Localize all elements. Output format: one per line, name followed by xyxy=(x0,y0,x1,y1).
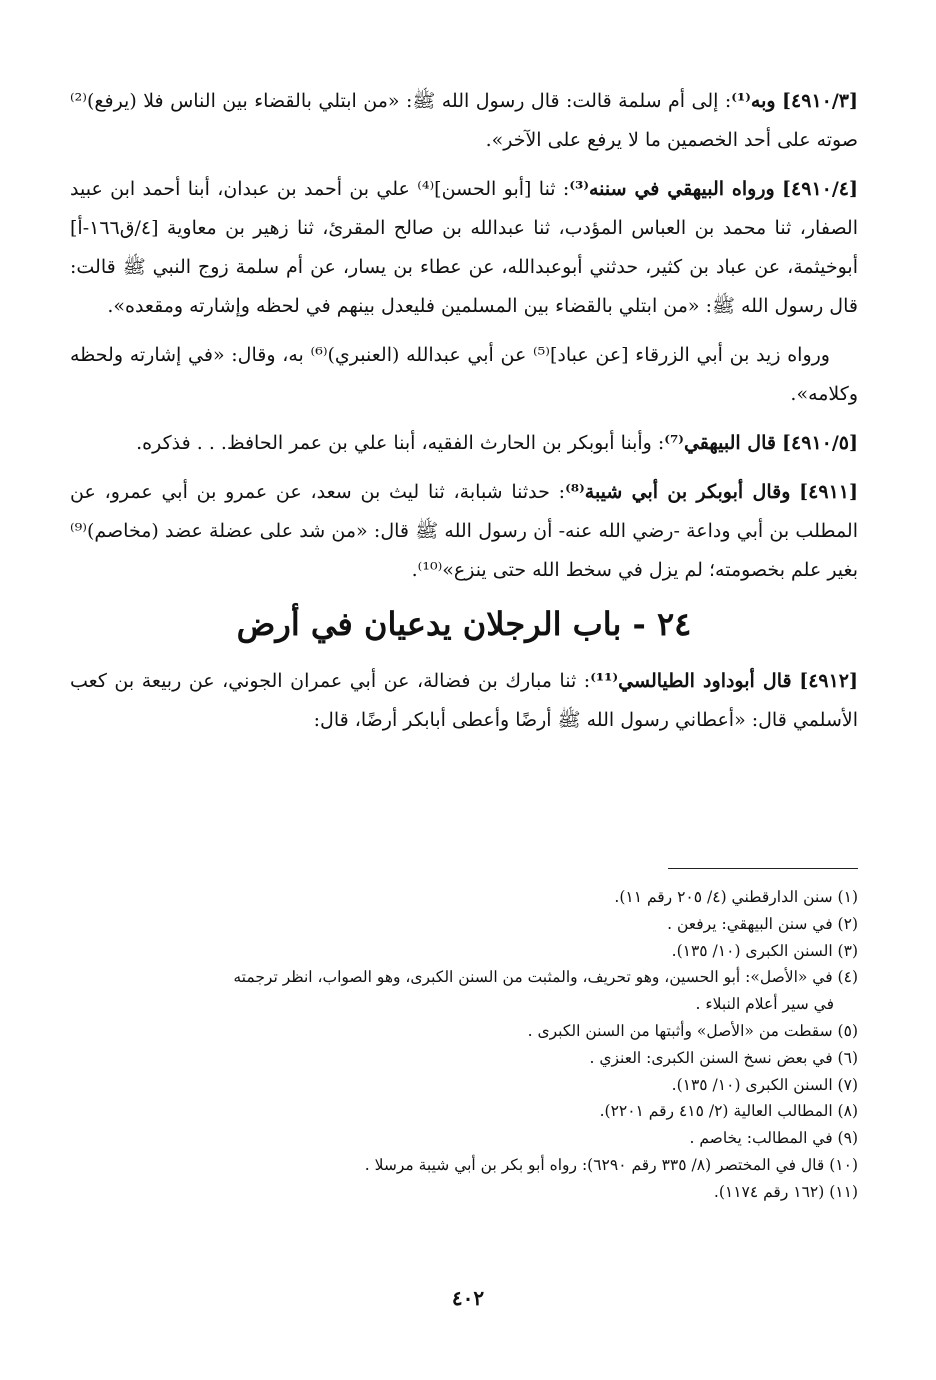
hadith-text: ورواه زيد بن أبي الزرقاء [عن عباد]⁽⁵⁾ عن أبي عبدالله (العنبري)⁽⁶⁾ به، وقال: «في إشارته ولحظه وكلامه». xyxy=(70,344,858,405)
hadith-text: : ثنا مبارك بن فضالة، عن أبي عمران الجوني، عن ربيعة بن كعب الأسلمي قال: «أعطاني رسول الله ﷺ أرضًا وأعطى أبابكر أرضًا، قال: xyxy=(70,670,858,731)
footnote-2: (٢) في سنن البيهقي: يرفعن . xyxy=(667,914,858,933)
paragraph-4910-3 xyxy=(70,82,858,160)
hadith-ref: [٤٩١٠/٥] xyxy=(782,432,858,454)
footnote-7: (٧) السنن الكبرى (١٠/ ١٣٥). xyxy=(671,1075,858,1094)
hadith-text: : حدثنا شبابة، ثنا ليث بن سعد، عن عمرو بن أبي عمرو، عن المطلب بن أبي وداعة -رضي الله عنه- أن رسول الله ﷺ قال: «من شد على عضلة عضد (مخاصم)⁽⁹⁾ بغير علم بخصومته؛ لم يزل في سخط الله حتى ينزع»⁽¹⁰⁾. xyxy=(70,481,858,581)
footnote-4-continued xyxy=(70,991,858,1018)
hadith-text: : ثنا [أبو الحسن]⁽⁴⁾ علي بن أحمد بن عبدان، أبنا أحمد ابن عبيد الصفار، ثنا محمد بن العباس المؤدب، ثنا عبدالله بن صالح المقرئ، ثنا زهير بن معاوية [٤/ق١٦٦-أ] أبوخيثمة، عن عباد بن كثير، حدثني أبوعبدالله، عن عطاء بن يسار، عن أم سلمة زوج النبي ﷺ قالت: قال رسول الله ﷺ: «من ابتلي بالقضاء بين المسلمين فليعدل بينهم في لحظه وإشارته ومقعده». xyxy=(70,178,858,317)
hadith-source: قال أبوداود الطيالسي⁽¹¹⁾ xyxy=(590,670,792,692)
hadith-ref: [٤٩١١] xyxy=(799,481,858,503)
hadith-source: وقال أبوبكر بن أبي شيبة⁽⁸⁾ xyxy=(565,481,791,503)
footnote-5: (٥) سقطت من «الأصل» وأثبتها من السنن الكبرى . xyxy=(527,1021,858,1040)
main-text xyxy=(70,82,858,750)
footnote-11: (١١) (١٦٢ رقم ١١٧٤). xyxy=(713,1182,858,1201)
footnote-divider xyxy=(668,868,858,869)
hadith-text: : إلى أم سلمة قالت: قال رسول الله ﷺ: «من ابتلي بالقضاء بين الناس فلا (يرفع)⁽²⁾ صوته على أحد الخصمين ما لا يرفع على الآخر». xyxy=(70,90,858,151)
footnote-9: (٩) في المطالب: يخاصم . xyxy=(689,1129,858,1148)
hadith-source: ورواه البيهقي في سننه⁽³⁾ xyxy=(569,178,775,200)
hadith-ref: [٤٩١٢] xyxy=(799,670,859,692)
footnote-continuation: في سير أعلام النبلاء . xyxy=(695,995,834,1014)
hadith-source: قال البيهقي⁽⁷⁾ xyxy=(664,432,776,454)
hadith-ref: [٤٩١٠/٤] xyxy=(782,178,859,200)
footnote-1: (١) سنن الدارقطني (٤/ ٢٠٥ رقم ١١). xyxy=(614,888,858,906)
hadith-ref: [٤٩١٠/٣] xyxy=(782,90,858,112)
paragraph-zaid-narration xyxy=(70,336,858,414)
footnote-10: (١٠) قال في المختصر (٨/ ٣٣٥ رقم ٦٢٩٠): رواه أبو بكر بن أبي شيبة مرسلا . xyxy=(364,1155,858,1174)
hadith-text: : وأبنا أبوبكر بن الحارث الفقيه، أبنا علي بن عمر الحافظ. . . فذكره. xyxy=(136,432,665,454)
footnote-6: (٦) في بعض نسخ السنن الكبرى: العنزي . xyxy=(589,1048,858,1067)
page-number: ٤٠٢ xyxy=(451,1286,485,1310)
paragraph-4911 xyxy=(70,473,858,590)
paragraph-4912 xyxy=(70,662,858,740)
paragraph-4910-4 xyxy=(70,170,858,326)
chapter-title: ٢٤ - باب الرجلان يدعيان في أرض xyxy=(236,605,692,643)
footnote-4: (٤) في «الأصل»: أبو الحسين، وهو تحريف، والمثبت من السنن الكبرى، وهو الصواب، انظر ترجمته xyxy=(233,968,858,987)
hadith-source: وبه⁽¹⁾ xyxy=(731,90,776,112)
footnote-8: (٨) المطالب العالية (٢/ ٤١٥ رقم ٢٢٠١). xyxy=(599,1102,858,1121)
footnote-3: (٣) السنن الكبرى (١٠/ ١٣٥). xyxy=(671,941,858,960)
paragraph-4910-5 xyxy=(70,424,858,463)
footnotes xyxy=(70,884,858,1206)
